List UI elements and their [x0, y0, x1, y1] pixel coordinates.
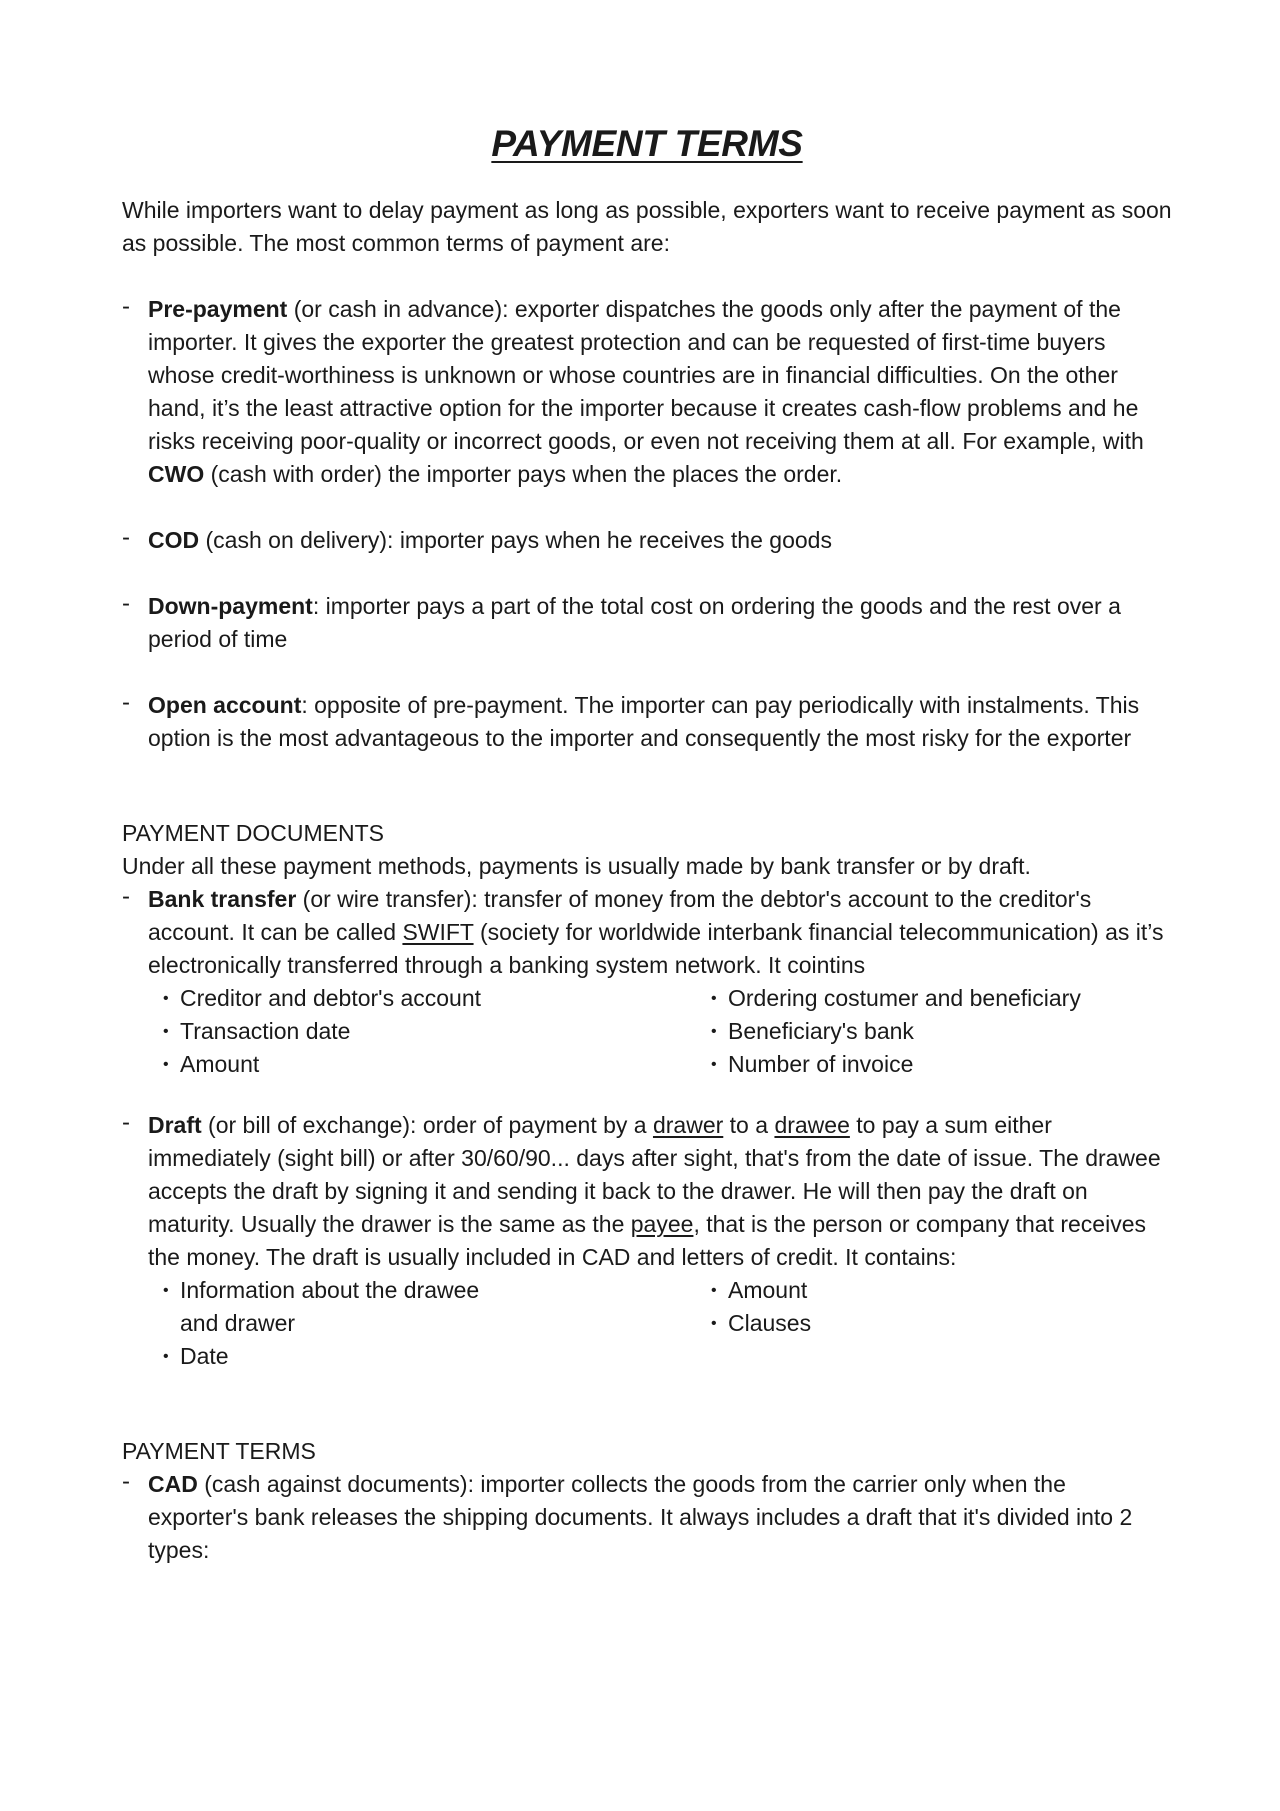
- list-item: • Amount: [696, 1274, 1176, 1307]
- list-item: • Number of invoice: [696, 1048, 1176, 1081]
- drawer-term: drawer: [652, 1112, 724, 1138]
- term-label: Bank transfer: [148, 886, 297, 912]
- list-item: • Ordering costumer and beneficiary: [696, 982, 1176, 1015]
- documents-intro: Under all these payment methods, payments is usually made by bank transfer or by draft.: [122, 853, 1031, 879]
- cwo-label: CWO: [148, 461, 205, 487]
- term-label: CAD: [148, 1471, 198, 1497]
- list-item: • Amount: [148, 1048, 696, 1081]
- bullet-column-right: [696, 982, 1176, 1081]
- document-page: [122, 122, 1172, 1567]
- term-open-account: - Open account: opposite of pre-payment. The importer can pay periodically with instalments. This option is the most advantageous to the importer and consequently the most risky for the exporter: [122, 689, 1172, 755]
- term-label: Down-payment: [148, 593, 313, 619]
- list-item: • Transaction date: [148, 1015, 696, 1048]
- doc-bank-transfer: - Bank transfer (or wire transfer): transfer of money from the debtor's account to the creditor's account. It can be called SWIFT (society for worldwide interbank financial telecommunication) as it’s electronically transferred through a banking system network. It cointins: [122, 883, 1172, 982]
- list-item: • Date: [148, 1340, 508, 1373]
- drawee-term: drawee: [774, 1112, 850, 1138]
- list-item: • Clauses: [696, 1307, 1176, 1340]
- term-label: Open account: [148, 692, 302, 718]
- payee-term: payee: [630, 1211, 694, 1237]
- draft-contents: [148, 1274, 1172, 1373]
- term-downpayment: - Down-payment: importer pays a part of the total cost on ordering the goods and the rest over a period of time: [122, 590, 1172, 656]
- term-cad: - CAD (cash against documents): importer collects the goods from the carrier only when the exporter's bank releases the shipping documents. It always includes a draft that it's divided into 2 types:: [122, 1468, 1172, 1567]
- section-heading-documents: PAYMENT DOCUMENTS: [122, 820, 384, 846]
- term-label: COD: [148, 527, 200, 553]
- list-item: • Beneficiary's bank: [696, 1015, 1176, 1048]
- page-title: PAYMENT TERMS: [491, 123, 803, 164]
- intro-paragraph: While importers want to delay payment as long as possible, exporters want to receive payment as soon as possible. The most common terms of payment are:: [122, 197, 1172, 256]
- bullet-column-right: [696, 1274, 1176, 1373]
- term-label: Draft: [148, 1112, 202, 1138]
- doc-draft: - Draft (or bill of exchange): order of payment by a drawer to a drawee to pay a sum either immediately (sight bill) or after 30/60/90... days after sight, that's from the date of issue. The drawee accepts the draft by signing it and sending it back to the drawer. He will then pay the draft on maturity. Usually the drawer is the same as the payee, that is the person or company that receives the money. The draft is usually included in CAD and letters of credit. It contains:: [122, 1109, 1172, 1274]
- bank-transfer-contents: [148, 982, 1172, 1081]
- term-prepayment: - Pre-payment (or cash in advance): exporter dispatches the goods only after the payment of the importer. It gives the exporter the greatest protection and can be requested of first-time buyers whose credit-worthiness is unknown or whose countries are in financial difficulties. On the other hand, it’s the least attractive option for the importer because it creates cash-flow problems and he risks receiving poor-quality or incorrect goods, or even not receiving them at all. For example, with CWO (cash with order) the importer pays when the places the order.: [122, 293, 1172, 491]
- bullet-column-left: [148, 1274, 508, 1373]
- section-heading-payment-terms: PAYMENT TERMS: [122, 1438, 316, 1464]
- term-cod: - COD (cash on delivery): importer pays when he receives the goods: [122, 524, 1172, 557]
- list-item: • Creditor and debtor's account: [148, 982, 696, 1015]
- term-label: Pre-payment: [148, 296, 288, 322]
- list-item: • Information about the drawee and drawer: [148, 1274, 508, 1340]
- bullet-column-left: [148, 982, 696, 1081]
- swift-term: SWIFT: [402, 919, 474, 945]
